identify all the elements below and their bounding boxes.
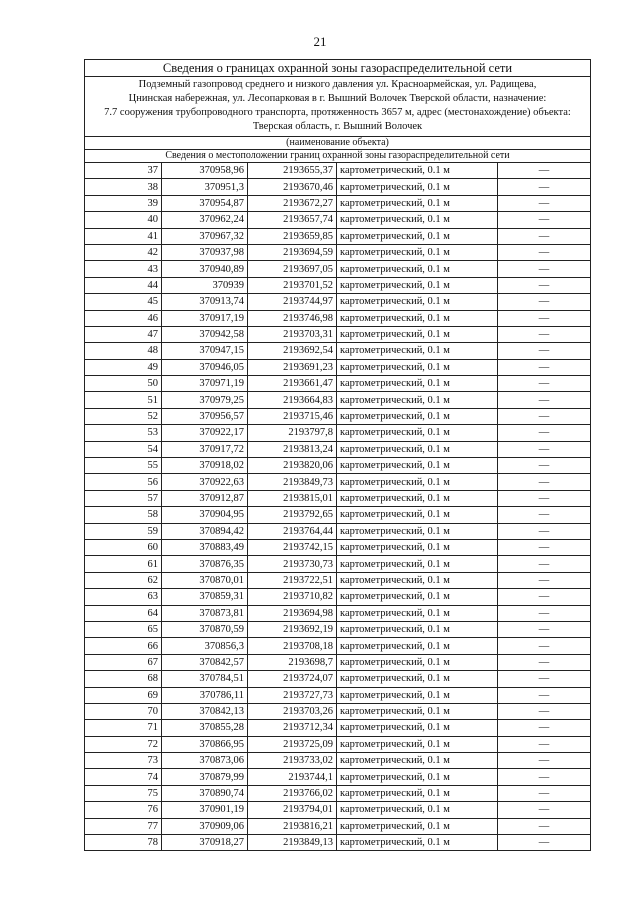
y-coordinate-cell: 2193730,73 bbox=[248, 556, 337, 572]
table-row bbox=[85, 785, 590, 801]
point-number-cell: 66 bbox=[85, 638, 162, 654]
table-row bbox=[85, 425, 590, 441]
x-coordinate-cell: 370913,74 bbox=[162, 294, 248, 310]
x-coordinate-cell: 370894,42 bbox=[162, 523, 248, 539]
description-cell: — bbox=[498, 458, 591, 474]
y-coordinate-cell: 2193692,54 bbox=[248, 343, 337, 359]
y-coordinate-cell: 2193697,05 bbox=[248, 261, 337, 277]
point-number-cell: 56 bbox=[85, 474, 162, 490]
point-number-cell: 68 bbox=[85, 671, 162, 687]
description-cell: — bbox=[498, 474, 591, 490]
description-cell: — bbox=[498, 785, 591, 801]
point-number-cell: 67 bbox=[85, 654, 162, 670]
description-cell: — bbox=[498, 228, 591, 244]
table-row bbox=[85, 179, 590, 195]
description-cell: — bbox=[498, 261, 591, 277]
point-number-cell: 63 bbox=[85, 589, 162, 605]
method-cell: картометрический, 0.1 м bbox=[337, 228, 498, 244]
point-number-cell: 42 bbox=[85, 244, 162, 260]
method-cell: картометрический, 0.1 м bbox=[337, 244, 498, 260]
method-cell: картометрический, 0.1 м bbox=[337, 310, 498, 326]
x-coordinate-cell: 370866,95 bbox=[162, 736, 248, 752]
y-coordinate-cell: 2193794,01 bbox=[248, 802, 337, 818]
description-cell: — bbox=[538, 837, 550, 849]
x-coordinate-cell: 370876,35 bbox=[162, 556, 248, 572]
point-number-cell: 46 bbox=[85, 310, 162, 326]
point-number-cell: 72 bbox=[85, 736, 162, 752]
point-number-cell: 74 bbox=[85, 769, 162, 785]
coordinates-table bbox=[85, 163, 590, 850]
object-name-line: Тверская область, г. Вышний Волочек bbox=[252, 121, 423, 132]
description-cell: — bbox=[498, 621, 591, 637]
description-cell: — bbox=[498, 818, 591, 834]
table-row bbox=[85, 818, 590, 834]
y-coordinate-cell: 2193703,31 bbox=[248, 326, 337, 342]
x-coordinate-cell: 370971,19 bbox=[162, 376, 248, 392]
point-number-cell: 55 bbox=[85, 458, 162, 474]
x-coordinate-cell: 370958,96 bbox=[162, 163, 248, 179]
y-coordinate-cell: 2193715,46 bbox=[248, 408, 337, 424]
point-number-cell: 76 bbox=[85, 802, 162, 818]
description-cell: — bbox=[498, 343, 591, 359]
table-row bbox=[85, 523, 590, 539]
table-row bbox=[85, 687, 590, 703]
y-coordinate-cell: 2193849,73 bbox=[248, 474, 337, 490]
x-coordinate-cell: 370786,11 bbox=[162, 687, 248, 703]
description-cell: — bbox=[498, 244, 591, 260]
object-name-caption: (наименование объекта) bbox=[85, 137, 590, 150]
x-coordinate-cell: 370967,32 bbox=[162, 228, 248, 244]
method-cell: картометрический, 0.1 м bbox=[337, 802, 498, 818]
point-number-cell: 54 bbox=[85, 441, 162, 457]
description-cell: — bbox=[498, 736, 591, 752]
method-cell: картометрический, 0.1 м bbox=[337, 572, 498, 588]
y-coordinate-cell: 2193659,85 bbox=[248, 228, 337, 244]
y-coordinate-cell: 2193815,01 bbox=[248, 490, 337, 506]
table-row bbox=[85, 556, 590, 572]
method-cell: картометрический, 0.1 м bbox=[337, 359, 498, 375]
y-coordinate-cell: 2193813,24 bbox=[248, 441, 337, 457]
table-row bbox=[85, 753, 590, 769]
description-cell: — bbox=[498, 638, 591, 654]
y-coordinate-cell: 2193724,07 bbox=[248, 671, 337, 687]
method-cell: картометрический, 0.1 м bbox=[337, 212, 498, 228]
method-cell: картометрический, 0.1 м bbox=[337, 277, 498, 293]
table-row bbox=[85, 392, 590, 408]
y-coordinate-cell: 2193657,74 bbox=[248, 212, 337, 228]
page-number: 21 bbox=[313, 34, 327, 49]
point-number-cell: 73 bbox=[85, 753, 162, 769]
x-coordinate-cell: 370942,58 bbox=[162, 326, 248, 342]
description-cell: — bbox=[498, 179, 591, 195]
x-coordinate-cell: 370947,15 bbox=[162, 343, 248, 359]
table-row bbox=[85, 212, 590, 228]
x-coordinate-cell: 370855,28 bbox=[162, 720, 248, 736]
x-coordinate-cell: 370939 bbox=[162, 277, 248, 293]
table-row bbox=[85, 539, 590, 555]
y-coordinate-cell: 2193691,23 bbox=[248, 359, 337, 375]
table-row bbox=[85, 261, 590, 277]
point-number-cell: 45 bbox=[85, 294, 162, 310]
y-coordinate-cell: 2193744,97 bbox=[248, 294, 337, 310]
description-cell: — bbox=[498, 326, 591, 342]
x-coordinate-cell: 370922,17 bbox=[162, 425, 248, 441]
x-coordinate-cell: 370922,63 bbox=[162, 474, 248, 490]
x-coordinate-cell: 370784,51 bbox=[162, 671, 248, 687]
table-row bbox=[85, 326, 590, 342]
x-coordinate-cell: 370904,95 bbox=[162, 507, 248, 523]
point-number-cell: 71 bbox=[85, 720, 162, 736]
x-coordinate-cell: 370856,3 bbox=[162, 638, 248, 654]
y-coordinate-cell: 2193692,19 bbox=[248, 621, 337, 637]
x-coordinate-cell: 370909,06 bbox=[162, 818, 248, 834]
point-number-cell: 70 bbox=[85, 703, 162, 719]
y-coordinate-cell: 2193849,13 bbox=[248, 835, 337, 851]
table-row bbox=[85, 474, 590, 490]
y-coordinate-cell: 2193710,82 bbox=[248, 589, 337, 605]
y-coordinate-cell: 2193722,51 bbox=[248, 572, 337, 588]
description-cell: — bbox=[498, 605, 591, 621]
description-cell: — bbox=[498, 523, 591, 539]
method-cell: картометрический, 0.1 м bbox=[337, 425, 498, 441]
y-coordinate-cell: 2193672,27 bbox=[248, 195, 337, 211]
table-row bbox=[85, 572, 590, 588]
description-cell: — bbox=[498, 490, 591, 506]
description-cell: — bbox=[498, 408, 591, 424]
y-coordinate-cell: 2193744,1 bbox=[248, 769, 337, 785]
point-number-cell: 41 bbox=[85, 228, 162, 244]
point-number-cell: 75 bbox=[85, 785, 162, 801]
description-cell: — bbox=[498, 753, 591, 769]
x-coordinate-cell: 370956,57 bbox=[162, 408, 248, 424]
point-number-cell: 78 bbox=[85, 835, 162, 851]
y-coordinate-cell: 2193742,15 bbox=[248, 539, 337, 555]
location-section-title: Сведения о местоположении границ охранной зоны газораспределительной сети bbox=[85, 150, 590, 163]
description-cell: — bbox=[498, 163, 591, 179]
method-cell: картометрический, 0.1 м bbox=[337, 294, 498, 310]
description-cell: — bbox=[498, 687, 591, 703]
method-cell: картометрический, 0.1 м bbox=[337, 441, 498, 457]
x-coordinate-cell: 370873,81 bbox=[162, 605, 248, 621]
x-coordinate-cell: 370890,74 bbox=[162, 785, 248, 801]
y-coordinate-cell: 2193746,98 bbox=[248, 310, 337, 326]
table-row bbox=[85, 835, 590, 851]
description-cell: — bbox=[498, 277, 591, 293]
description-cell: — bbox=[498, 720, 591, 736]
table-row bbox=[85, 671, 590, 687]
table-row bbox=[85, 343, 590, 359]
method-cell: картометрический, 0.1 м bbox=[337, 195, 498, 211]
method-cell: картометрический, 0.1 м bbox=[337, 376, 498, 392]
table-row bbox=[85, 228, 590, 244]
y-coordinate-cell: 2193703,26 bbox=[248, 703, 337, 719]
point-number-cell: 47 bbox=[85, 326, 162, 342]
table-row bbox=[85, 703, 590, 719]
document-title: Сведения о границах охранной зоны газораспределительной сети bbox=[85, 60, 590, 77]
x-coordinate-cell: 370901,19 bbox=[162, 802, 248, 818]
description-cell: — bbox=[498, 212, 591, 228]
table-row bbox=[85, 638, 590, 654]
table-row bbox=[85, 408, 590, 424]
object-name-line: Подземный газопровод среднего и низкого давления ул. Красноармейская, ул. Радищева, bbox=[138, 79, 537, 90]
description-cell: — bbox=[498, 294, 591, 310]
y-coordinate-cell: 2193766,02 bbox=[248, 785, 337, 801]
point-number-cell: 61 bbox=[85, 556, 162, 572]
table-row bbox=[85, 310, 590, 326]
description-cell: — bbox=[498, 572, 591, 588]
method-cell: картометрический, 0.1 м bbox=[337, 621, 498, 637]
x-coordinate-cell: 370873,06 bbox=[162, 753, 248, 769]
y-coordinate-cell: 2193816,21 bbox=[248, 818, 337, 834]
table-row bbox=[85, 720, 590, 736]
y-coordinate-cell: 2193792,65 bbox=[248, 507, 337, 523]
x-coordinate-cell: 370946,05 bbox=[162, 359, 248, 375]
y-coordinate-cell: 2193712,34 bbox=[248, 720, 337, 736]
table-row bbox=[85, 654, 590, 670]
description-cell: — bbox=[498, 507, 591, 523]
y-coordinate-cell: 2193670,46 bbox=[248, 179, 337, 195]
point-number-cell: 59 bbox=[85, 523, 162, 539]
table-row bbox=[85, 507, 590, 523]
point-number-cell: 69 bbox=[85, 687, 162, 703]
y-coordinate-cell: 2193733,02 bbox=[248, 753, 337, 769]
y-coordinate-cell: 2193708,18 bbox=[248, 638, 337, 654]
description-cell: — bbox=[498, 802, 591, 818]
point-number-cell: 58 bbox=[85, 507, 162, 523]
x-coordinate-cell: 370859,31 bbox=[162, 589, 248, 605]
method-cell: картометрический, 0.1 м bbox=[337, 835, 498, 851]
description-cell: — bbox=[498, 195, 591, 211]
x-coordinate-cell: 370842,13 bbox=[162, 703, 248, 719]
description-cell: — bbox=[498, 556, 591, 572]
y-coordinate-cell: 2193797,8 bbox=[248, 425, 337, 441]
object-name-line: 7.7 сооружения трубопроводного транспорта, протяженность 3657 м, адрес (местонахождение) объекта: bbox=[104, 107, 571, 118]
x-coordinate-cell: 370918,27 bbox=[162, 835, 248, 851]
x-coordinate-cell: 370917,19 bbox=[162, 310, 248, 326]
method-cell: картометрический, 0.1 м bbox=[337, 490, 498, 506]
description-cell: — bbox=[498, 769, 591, 785]
point-number-cell: 39 bbox=[85, 195, 162, 211]
y-coordinate-cell: 2193725,09 bbox=[248, 736, 337, 752]
method-cell: картометрический, 0.1 м bbox=[337, 261, 498, 277]
x-coordinate-cell: 370937,98 bbox=[162, 244, 248, 260]
method-cell: картометрический, 0.1 м bbox=[337, 326, 498, 342]
x-coordinate-cell: 370870,01 bbox=[162, 572, 248, 588]
x-coordinate-cell: 370912,87 bbox=[162, 490, 248, 506]
point-number-cell: 64 bbox=[85, 605, 162, 621]
object-name-line: Цнинская набережная, ул. Лесопарковая в г. Вышний Волочек Тверской области, назначение: bbox=[128, 93, 547, 104]
x-coordinate-cell: 370954,87 bbox=[162, 195, 248, 211]
point-number-cell: 48 bbox=[85, 343, 162, 359]
table-row bbox=[85, 163, 590, 179]
y-coordinate-cell: 2193664,83 bbox=[248, 392, 337, 408]
x-coordinate-cell: 370883,49 bbox=[162, 539, 248, 555]
table-row bbox=[85, 376, 590, 392]
y-coordinate-cell: 2193820,06 bbox=[248, 458, 337, 474]
table-row bbox=[85, 490, 590, 506]
x-coordinate-cell: 370951,3 bbox=[162, 179, 248, 195]
x-coordinate-cell: 370940,89 bbox=[162, 261, 248, 277]
method-cell: картометрический, 0.1 м bbox=[337, 785, 498, 801]
table-row bbox=[85, 802, 590, 818]
point-number-cell: 44 bbox=[85, 277, 162, 293]
method-cell: картометрический, 0.1 м bbox=[337, 638, 498, 654]
method-cell: картометрический, 0.1 м bbox=[337, 179, 498, 195]
method-cell: картометрический, 0.1 м bbox=[337, 539, 498, 555]
point-number-cell: 77 bbox=[85, 818, 162, 834]
y-coordinate-cell: 2193698,7 bbox=[248, 654, 337, 670]
table-row bbox=[85, 589, 590, 605]
description-cell: — bbox=[498, 654, 591, 670]
point-number-cell: 62 bbox=[85, 572, 162, 588]
method-cell: картометрический, 0.1 м bbox=[337, 605, 498, 621]
point-number-cell: 43 bbox=[85, 261, 162, 277]
description-cell: — bbox=[498, 703, 591, 719]
description-cell: — bbox=[498, 310, 591, 326]
method-cell: картометрический, 0.1 м bbox=[337, 703, 498, 719]
method-cell: картометрический, 0.1 м bbox=[337, 507, 498, 523]
point-number-cell: 57 bbox=[85, 490, 162, 506]
method-cell: картометрический, 0.1 м bbox=[337, 523, 498, 539]
point-number-cell: 60 bbox=[85, 539, 162, 555]
method-cell: картометрический, 0.1 м bbox=[337, 736, 498, 752]
description-cell: — bbox=[498, 425, 591, 441]
x-coordinate-cell: 370842,57 bbox=[162, 654, 248, 670]
point-number-cell: 52 bbox=[85, 408, 162, 424]
description-cell: — bbox=[498, 441, 591, 457]
method-cell: картометрический, 0.1 м bbox=[337, 654, 498, 670]
y-coordinate-cell: 2193727,73 bbox=[248, 687, 337, 703]
method-cell: картометрический, 0.1 м bbox=[337, 753, 498, 769]
method-cell: картометрический, 0.1 м bbox=[337, 474, 498, 490]
description-cell: — bbox=[498, 376, 591, 392]
x-coordinate-cell: 370962,24 bbox=[162, 212, 248, 228]
table-row bbox=[85, 195, 590, 211]
x-coordinate-cell: 370979,25 bbox=[162, 392, 248, 408]
method-cell: картометрический, 0.1 м bbox=[337, 687, 498, 703]
table-row bbox=[85, 736, 590, 752]
y-coordinate-cell: 2193661,47 bbox=[248, 376, 337, 392]
point-number-cell: 37 bbox=[85, 163, 162, 179]
y-coordinate-cell: 2193694,98 bbox=[248, 605, 337, 621]
point-number-cell: 38 bbox=[85, 179, 162, 195]
point-number-cell: 51 bbox=[85, 392, 162, 408]
method-cell: картометрический, 0.1 м bbox=[337, 343, 498, 359]
point-number-cell: 53 bbox=[85, 425, 162, 441]
point-number-cell: 49 bbox=[85, 359, 162, 375]
y-coordinate-cell: 2193655,37 bbox=[248, 163, 337, 179]
point-number-cell: 50 bbox=[85, 376, 162, 392]
method-cell: картометрический, 0.1 м bbox=[337, 671, 498, 687]
method-cell: картометрический, 0.1 м bbox=[337, 589, 498, 605]
x-coordinate-cell: 370870,59 bbox=[162, 621, 248, 637]
x-coordinate-cell: 370918,02 bbox=[162, 458, 248, 474]
table-row bbox=[85, 458, 590, 474]
method-cell: картометрический, 0.1 м bbox=[337, 556, 498, 572]
boundary-sheet bbox=[84, 59, 591, 851]
method-cell: картометрический, 0.1 м bbox=[337, 818, 498, 834]
description-cell: — bbox=[498, 671, 591, 687]
table-row bbox=[85, 605, 590, 621]
y-coordinate-cell: 2193694,59 bbox=[248, 244, 337, 260]
description-cell: — bbox=[498, 392, 591, 408]
method-cell: картометрический, 0.1 м bbox=[337, 163, 498, 179]
table-row bbox=[85, 621, 590, 637]
table-row bbox=[85, 294, 590, 310]
point-number-cell: 65 bbox=[85, 621, 162, 637]
table-row bbox=[85, 441, 590, 457]
table-row bbox=[85, 277, 590, 293]
method-cell: картометрический, 0.1 м bbox=[337, 392, 498, 408]
y-coordinate-cell: 2193764,44 bbox=[248, 523, 337, 539]
object-name bbox=[85, 77, 590, 137]
table-row bbox=[85, 244, 590, 260]
description-cell: — bbox=[498, 539, 591, 555]
table-row bbox=[85, 769, 590, 785]
x-coordinate-cell: 370917,72 bbox=[162, 441, 248, 457]
x-coordinate-cell: 370879,99 bbox=[162, 769, 248, 785]
y-coordinate-cell: 2193701,52 bbox=[248, 277, 337, 293]
method-cell: картометрический, 0.1 м bbox=[337, 408, 498, 424]
description-cell: — bbox=[498, 359, 591, 375]
table-row bbox=[85, 359, 590, 375]
method-cell: картометрический, 0.1 м bbox=[337, 720, 498, 736]
description-cell: — bbox=[498, 589, 591, 605]
method-cell: картометрический, 0.1 м bbox=[337, 769, 498, 785]
method-cell: картометрический, 0.1 м bbox=[337, 458, 498, 474]
point-number-cell: 40 bbox=[85, 212, 162, 228]
